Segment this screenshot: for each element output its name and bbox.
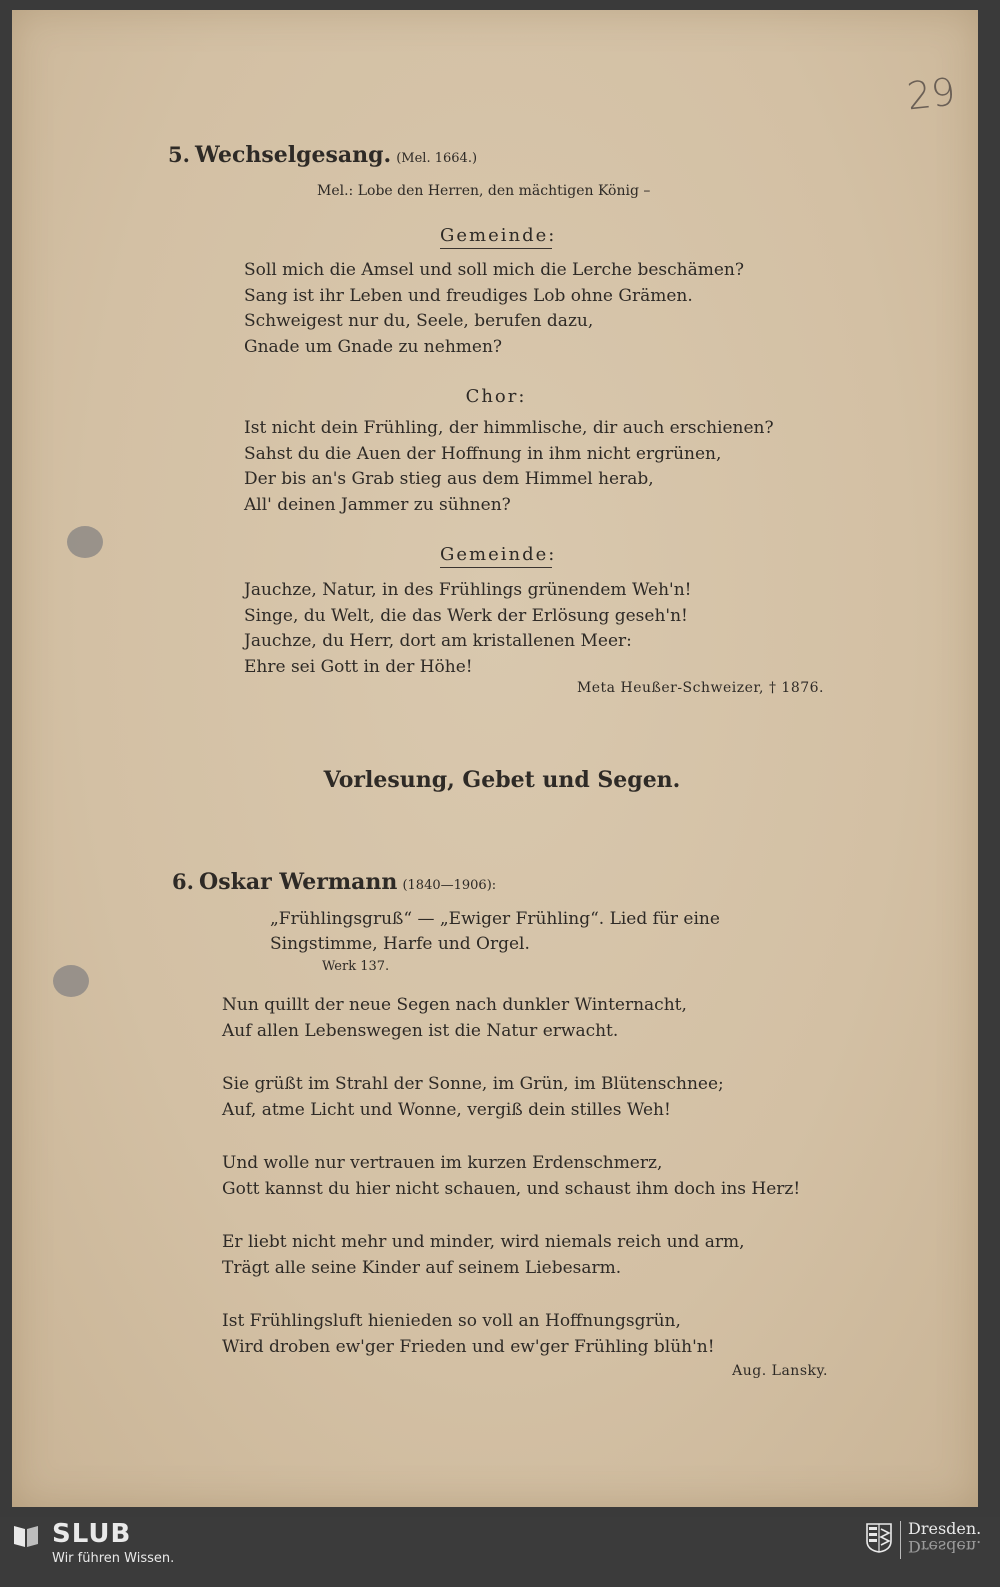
verse-line: Schweigest nur du, Seele, berufen dazu, (244, 311, 594, 331)
verse-line: Jauchze, Natur, in des Frühlings grünendem Weh'n! (244, 580, 692, 600)
work-line: „Frühlingsgruß“ — „Ewiger Frühling“. Lied für eine (270, 909, 720, 929)
city-name-reflection: Dresden. (908, 1537, 982, 1556)
section6-stanza-5 (222, 1309, 715, 1360)
section6-stanza-3 (222, 1151, 800, 1202)
section6-stanza-2 (222, 1072, 724, 1123)
city-name[interactable]: Dresden. (908, 1519, 982, 1538)
section5-stanza-1 (244, 258, 744, 360)
page-number: 29 (904, 69, 958, 119)
section6-opus: Werk 137. (322, 959, 390, 974)
speaker-gemeinde: Gemeinde: (440, 544, 552, 568)
interlude-heading: Vorlesung, Gebet und Segen. (323, 767, 681, 793)
verse-line: Wird droben ew'ger Frieden und ew'ger Frühling blüh'n! (222, 1336, 715, 1357)
section5-number: 5. (168, 142, 190, 167)
section6-work-title (270, 907, 720, 957)
section5-melody-ref: (Mel. 1664.) (396, 151, 478, 166)
punch-hole (67, 526, 103, 558)
verse-line: Nun quillt der neue Segen nach dunkler Winternacht, (222, 995, 687, 1015)
verse-line: Er liebt nicht mehr und minder, wird niemals reich und arm, (222, 1232, 745, 1252)
verse-line: Sahst du die Auen der Hoffnung in ihm nicht ergrünen, (244, 443, 722, 464)
verse-line: Auf allen Lebenswegen ist die Natur erwacht. (222, 1020, 619, 1041)
dresden-coat-of-arms-icon (866, 1523, 892, 1553)
section5-stanza-3 (244, 578, 692, 680)
verse-line: Ist nicht dein Frühling, der himmlische, dir auch erschienen? (244, 418, 774, 438)
verse-line: Jauchze, du Herr, dort am kristallenen Meer: (244, 631, 632, 651)
section6-years: (1840—1906): (402, 878, 497, 893)
section6-author: Aug. Lansky. (732, 1363, 828, 1379)
slub-book-icon (12, 1522, 40, 1550)
section6-stanza-4 (222, 1230, 745, 1281)
verse-line: Sie grüßt im Strahl der Sonne, im Grün, im Blütenschnee; (222, 1074, 724, 1094)
section5-melody-line: Mel.: Lobe den Herren, den mächtigen König – (317, 183, 651, 199)
section6-number: 6. (172, 869, 194, 894)
section5-author: Meta Heußer-Schweizer, † 1876. (576, 680, 824, 696)
section6-header (172, 869, 496, 895)
verse-line: Gnade um Gnade zu nehmen? (244, 336, 503, 357)
speaker-gemeinde: Gemeinde: (440, 225, 552, 249)
verse-line: Ehre sei Gott in der Höhe! (244, 656, 473, 677)
section5-title: Wechselgesang. (195, 142, 392, 168)
library-name[interactable]: SLUB (52, 1519, 132, 1549)
verse-line: Sang ist ihr Leben und freudiges Lob ohne Grämen. (244, 285, 693, 306)
section5-stanza-2 (244, 416, 774, 518)
verse-line: Der bis an's Grab stieg aus dem Himmel herab, (244, 469, 654, 489)
section6-composer: Oskar Wermann (199, 869, 398, 895)
speaker-chor: Chor: (465, 386, 527, 407)
section6-stanza-1 (222, 993, 687, 1044)
work-line: Singstimme, Harfe und Orgel. (270, 934, 530, 954)
verse-line: Gott kannst du hier nicht schauen, und schaust ihm doch ins Herz! (222, 1178, 801, 1199)
document-page (12, 10, 978, 1507)
punch-hole (53, 965, 89, 997)
footer-divider (900, 1521, 901, 1559)
verse-line: Und wolle nur vertrauen im kurzen Erdenschmerz, (222, 1153, 663, 1173)
verse-line: Soll mich die Amsel und soll mich die Lerche beschämen? (244, 260, 744, 280)
verse-line: Ist Frühlingsluft hienieden so voll an Hoffnungsgrün, (222, 1311, 681, 1331)
footer-bar (0, 1517, 1000, 1587)
verse-line: Auf, atme Licht und Wonne, vergiß dein stilles Weh! (222, 1099, 671, 1120)
verse-line: Trägt alle seine Kinder auf seinem Liebesarm. (222, 1257, 622, 1278)
section5-header (168, 142, 477, 168)
verse-line: All' deinen Jammer zu sühnen? (244, 494, 511, 515)
library-tagline: Wir führen Wissen. (52, 1551, 175, 1566)
verse-line: Singe, du Welt, die das Werk der Erlösung geseh'n! (244, 605, 688, 626)
